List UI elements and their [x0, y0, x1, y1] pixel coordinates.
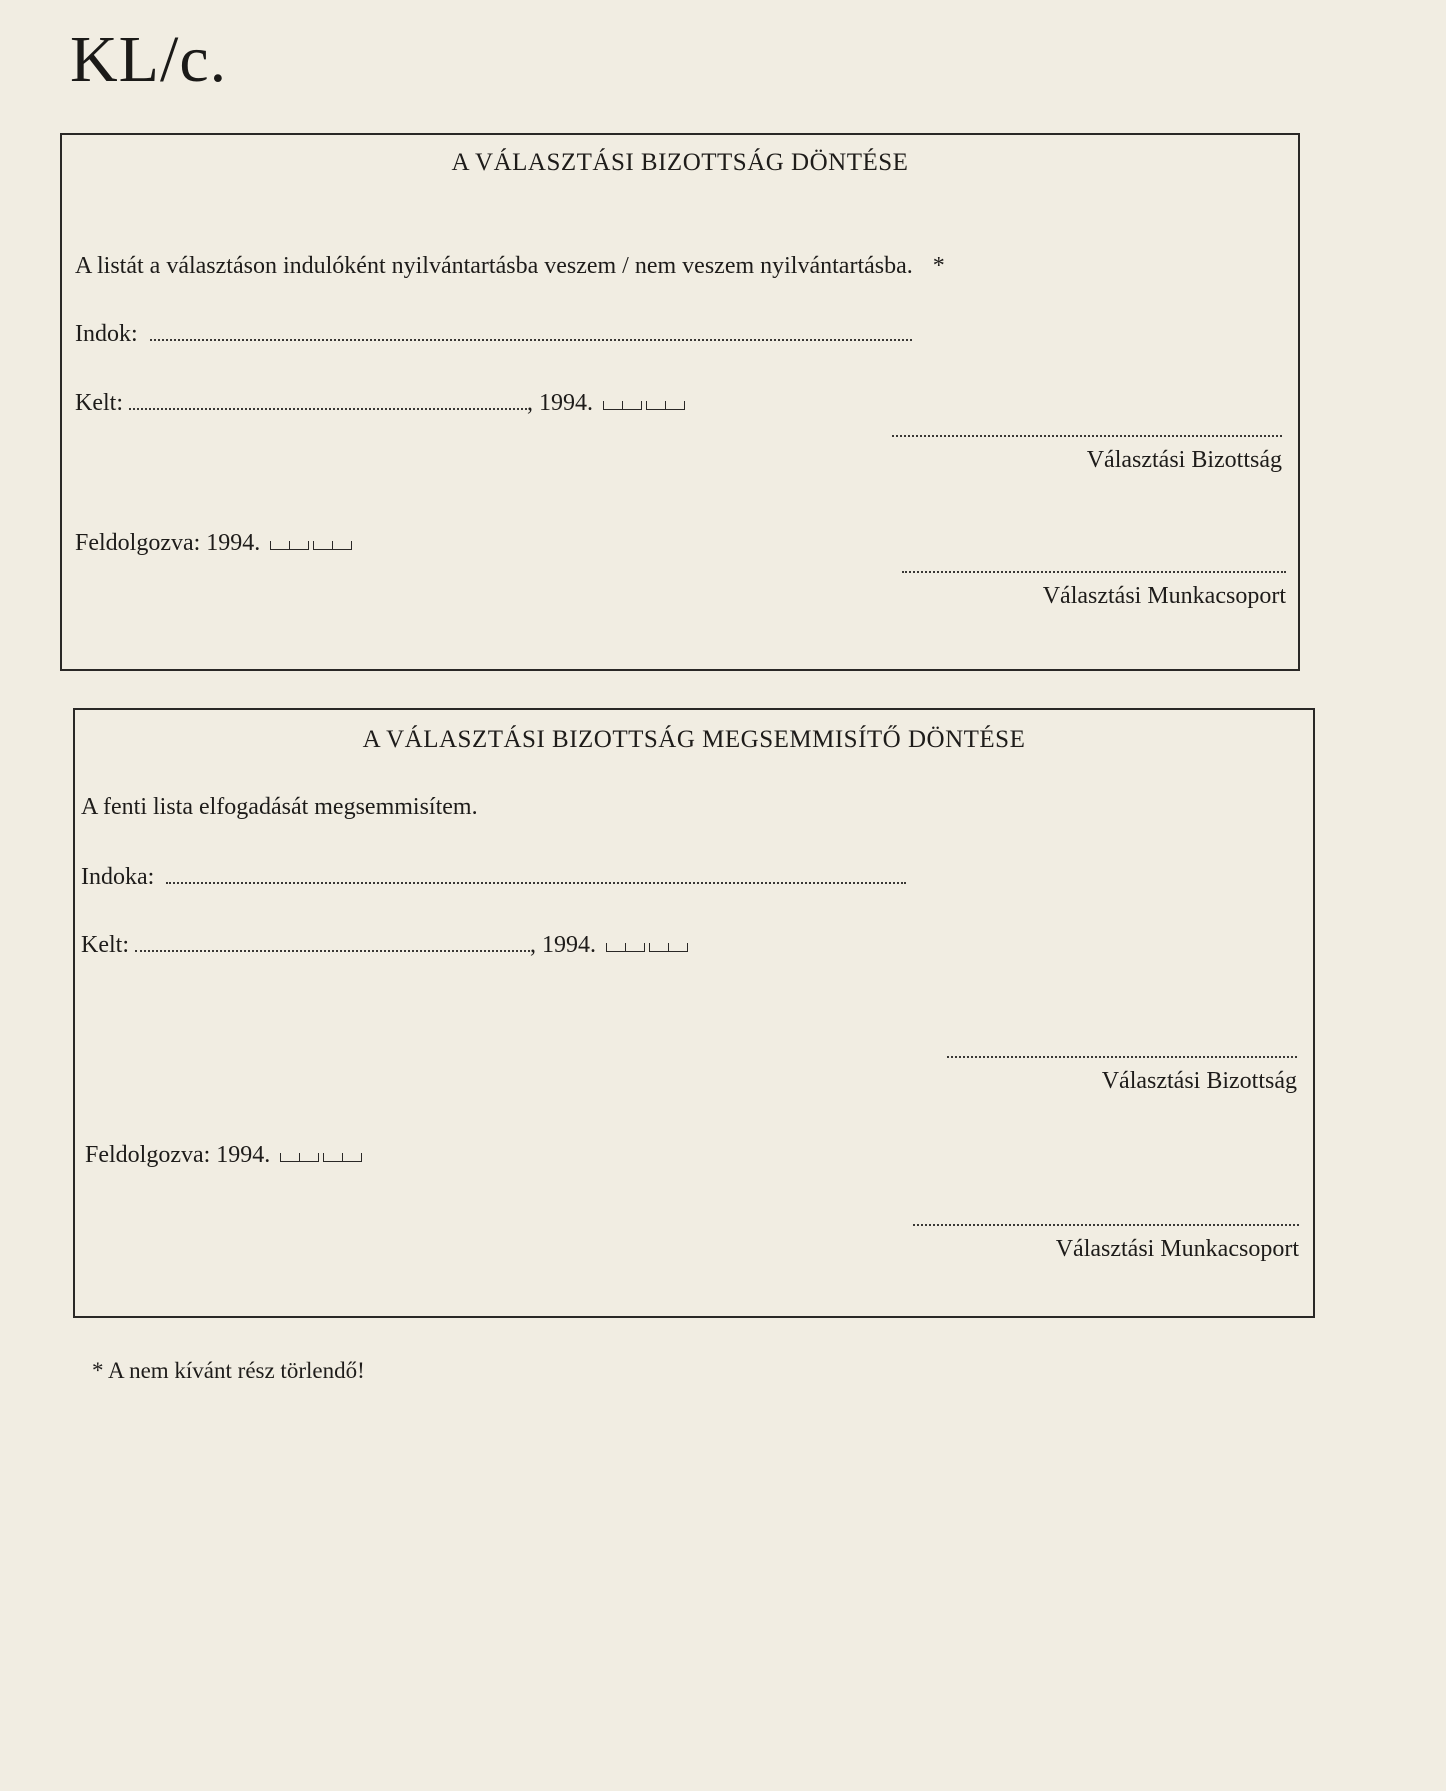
date-row: [81, 932, 688, 959]
annulment-decision-box: [73, 708, 1315, 1318]
registration-statement: [75, 253, 945, 280]
reason-field[interactable]: [166, 864, 906, 884]
section-title: A VÁLASZTÁSI BIZOTTSÁG DÖNTÉSE: [451, 149, 909, 176]
processed-row: [75, 530, 352, 557]
processed-date-boxes[interactable]: [270, 541, 352, 550]
committee-label: Választási Bizottság: [1101, 1068, 1297, 1094]
committee-decision-box: [60, 133, 1300, 671]
workgroup-signature-line[interactable]: [913, 1224, 1299, 1226]
place-field[interactable]: [135, 932, 530, 952]
date-boxes[interactable]: [603, 401, 685, 410]
reason-row: [75, 321, 912, 348]
reason-label: Indoka:: [81, 864, 155, 890]
date-year: , 1994.: [530, 932, 596, 958]
workgroup-signature: [902, 571, 1286, 610]
committee-label: Választási Bizottság: [1086, 447, 1282, 473]
place-field[interactable]: [129, 390, 527, 410]
date-boxes[interactable]: [606, 943, 688, 952]
workgroup-label: Választási Munkacsoport: [1042, 583, 1286, 609]
processed-date-boxes[interactable]: [280, 1153, 362, 1162]
processed-label: Feldolgozva: 1994.: [85, 1142, 271, 1168]
processed-label: Feldolgozva: 1994.: [75, 530, 261, 556]
annulment-statement: A fenti lista elfogadását megsemmisítem.: [81, 794, 478, 820]
date-row: [75, 390, 685, 417]
section-title: A VÁLASZTÁSI BIZOTTSÁG MEGSEMMISÍTŐ DÖNTÉSE: [362, 726, 1026, 753]
committee-signature: [947, 1056, 1297, 1095]
date-label: Kelt:: [81, 932, 129, 958]
processed-row: [85, 1142, 362, 1169]
committee-signature-line[interactable]: [947, 1056, 1297, 1058]
reason-field[interactable]: [150, 321, 912, 341]
committee-signature: [892, 435, 1282, 474]
date-label: Kelt:: [75, 390, 123, 416]
reason-row: [81, 864, 906, 891]
workgroup-signature-line[interactable]: [902, 571, 1286, 573]
workgroup-signature: [913, 1224, 1299, 1263]
date-year: , 1994.: [527, 390, 593, 416]
committee-signature-line[interactable]: [892, 435, 1282, 437]
form-code: KL/c.: [70, 23, 228, 96]
workgroup-label: Választási Munkacsoport: [1055, 1236, 1299, 1262]
statement-text: A listát a választáson indulóként nyilvántartásba veszem / nem veszem nyilvántartásba.: [75, 253, 913, 279]
footnote: * A nem kívánt rész törlendő!: [92, 1358, 365, 1383]
statement-marker: *: [932, 253, 945, 279]
reason-label: Indok:: [75, 321, 138, 347]
